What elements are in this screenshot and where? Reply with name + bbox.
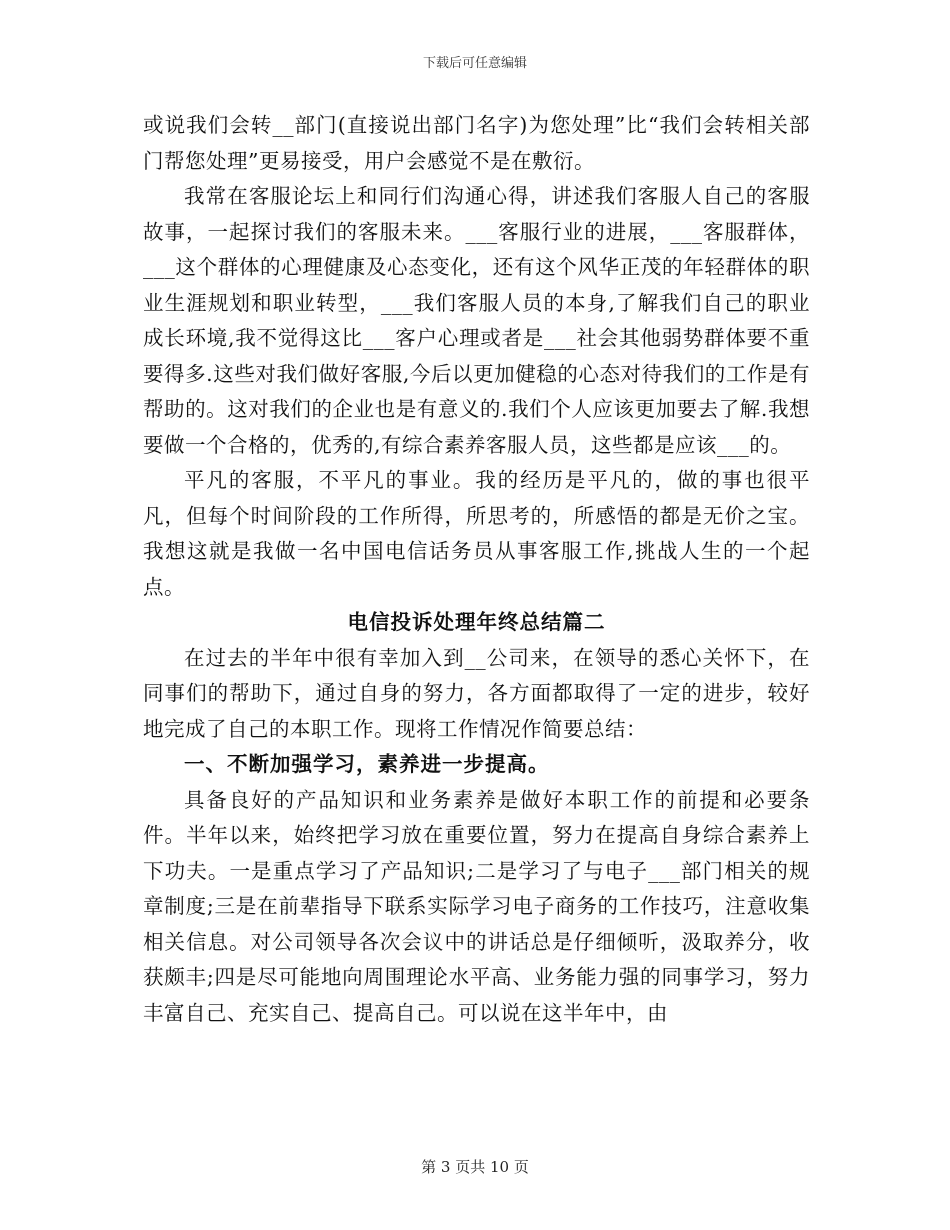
page-footer: 第 3 页共 10 页: [421, 1158, 529, 1176]
paragraph: 我常在客服论坛上和同行们沟通心得，讲述我们客服人自己的客服故事，一起探讨我们的客服未来。___客服行业的进展，___客服群体，___这个群体的心理健康及心态变化，还有这个风华正茂的年轻群体的职业生涯规划和职业转型，___我们客服人员的本身,了解我们自己的职业成长环境,我不觉得这比___客户心理或者是___社会其他弱势群体要不重要得多.这些对我们做好客服,今后以更加健稳的心态对待我们的工作是有帮助的。这对我们的企业也是有意义的.我们个人应该更加要去了解.我想要做一个合格的，优秀的,有综合素养客服人员，这些都是应该___的。: [143, 184, 810, 457]
subheading: 一、不断加强学习，素养进一步提高。: [184, 752, 550, 776]
document-body: [143, 108, 810, 1031]
section-title: 电信投诉处理年终总结篇二: [347, 610, 606, 634]
paragraph: 平凡的客服，不平凡的事业。我的经历是平凡的，做的事也很平凡，但每个时间阶段的工作所得，所思考的，所感悟的都是无价之宝。我想这就是我做一名中国电信话务员从事客服工作,挑战人生的一个起点。: [143, 468, 810, 599]
page-header: 下载后可任意编辑: [422, 56, 527, 71]
paragraph: 具备良好的产品知识和业务素养是做好本职工作的前提和必要条件。半年以来，始终把学习放在重要位置，努力在提高自身综合素养上下功夫。一是重点学习了产品知识;二是学习了与电子___部门相关的规章制度;三是在前辈指导下联系实际学习电子商务的工作技巧，注意收集相关信息。对公司领导各次会议中的讲话总是仔细倾听，汲取养分，收获颇丰;四是尽可能地向周围理论水平高、业务能力强的同事学习，努力丰富自己、充实自己、提高自己。可以说在这半年中，由: [143, 787, 810, 1025]
paragraph: 在过去的半年中很有幸加入到__公司来，在领导的悉心关怀下，在同事们的帮助下，通过自身的努力，各方面都取得了一定的进步，较好地完成了自己的本职工作。现将工作情况作简要总结：: [143, 645, 810, 741]
paragraph: 或说我们会转__部门(直接说出部门名字)为您处理”比“我们会转相关部门帮您处理”更易接受，用户会感觉不是在敷衍。: [143, 113, 810, 173]
